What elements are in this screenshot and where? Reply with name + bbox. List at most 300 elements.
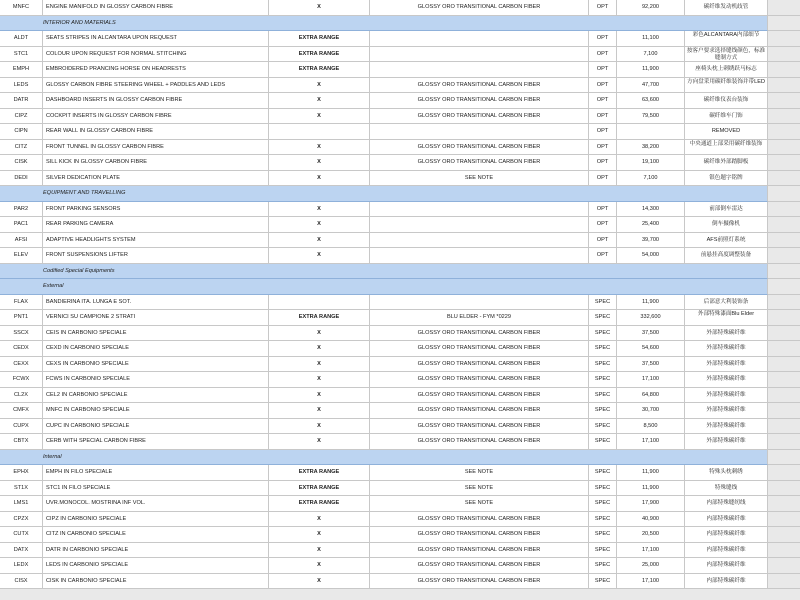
option-code-cell[interactable]: CEXX [0, 357, 43, 373]
table-row [0, 527, 800, 543]
table-row [0, 481, 800, 497]
description-cell[interactable]: CEL2 IN CARBONIO SPECIALE [43, 388, 269, 404]
description-cell[interactable]: FRONT PARKING SENSORS [43, 202, 269, 218]
description-cell[interactable]: BANDIERINA ITA. LUNGA E SOT. [43, 295, 269, 311]
price-cell[interactable]: 17,900 [617, 496, 685, 512]
range-cell[interactable]: X [269, 543, 370, 559]
price-cell[interactable]: 47,700 [617, 78, 685, 94]
class-cell[interactable]: SPEC [589, 388, 617, 404]
note-cell[interactable]: 内部特殊碳纤维 [685, 543, 768, 559]
class-cell[interactable]: OPT [589, 93, 617, 109]
price-cell[interactable] [617, 124, 685, 140]
section-title[interactable]: External [0, 279, 768, 295]
table-row [0, 233, 800, 249]
empty-column-cell[interactable] [768, 465, 800, 481]
note-cell[interactable]: 后部意大利装饰条 [685, 295, 768, 311]
description-cell[interactable]: CISK IN CARBONIO SPECIALE [43, 574, 269, 590]
table-row [0, 419, 800, 435]
option-code-cell[interactable]: CIPZ [0, 109, 43, 125]
note-cell[interactable]: 碳纤维发动机歧管 [685, 0, 768, 16]
empty-column-cell[interactable] [768, 279, 800, 295]
description-cell[interactable]: VERNICI SU CAMPIONE 2 STRATI [43, 310, 269, 326]
note-cell[interactable]: 外部特殊碳纤维 [685, 434, 768, 450]
note-cell[interactable]: 彩色ALCANTARA内部细节 [685, 31, 768, 47]
price-cell[interactable]: 11,900 [617, 481, 685, 497]
finish-cell[interactable]: GLOSSY ORO TRANSITIONAL CARBON FIBER [370, 574, 589, 590]
price-cell[interactable]: 30,700 [617, 403, 685, 419]
empty-column-cell[interactable] [768, 326, 800, 342]
class-cell[interactable]: SPEC [589, 543, 617, 559]
range-cell[interactable]: X [269, 0, 370, 16]
table-row [0, 248, 800, 264]
class-cell[interactable]: SPEC [589, 419, 617, 435]
finish-cell[interactable]: GLOSSY ORO TRANSITIONAL CARBON FIBER [370, 0, 589, 16]
option-code-cell[interactable]: EPHX [0, 465, 43, 481]
price-cell[interactable]: 25,400 [617, 217, 685, 233]
price-cell[interactable]: 11,900 [617, 62, 685, 78]
note-cell[interactable]: 外部特殊碳纤维 [685, 403, 768, 419]
class-cell[interactable]: SPEC [589, 310, 617, 326]
price-cell[interactable]: 19,100 [617, 155, 685, 171]
range-cell[interactable]: X [269, 155, 370, 171]
option-code-cell[interactable]: PAC1 [0, 217, 43, 233]
table-row [0, 93, 800, 109]
note-cell[interactable]: 外部特殊碳纤维 [685, 326, 768, 342]
finish-cell[interactable]: GLOSSY ORO TRANSITIONAL CARBON FIBER [370, 543, 589, 559]
empty-column-cell[interactable] [768, 295, 800, 311]
option-code-cell[interactable]: FLAX [0, 295, 43, 311]
option-code-cell[interactable]: CUTX [0, 527, 43, 543]
section-header-row [0, 279, 800, 295]
price-cell[interactable]: 25,000 [617, 558, 685, 574]
class-cell[interactable]: SPEC [589, 558, 617, 574]
finish-cell[interactable]: GLOSSY ORO TRANSITIONAL CARBON FIBER [370, 512, 589, 528]
finish-cell[interactable]: GLOSSY ORO TRANSITIONAL CARBON FIBER [370, 78, 589, 94]
option-code-cell[interactable]: DEDI [0, 171, 43, 187]
class-cell[interactable]: SPEC [589, 341, 617, 357]
range-cell[interactable]: X [269, 248, 370, 264]
description-cell[interactable]: DASHBOARD INSERTS IN GLOSSY CARBON FIBRE [43, 93, 269, 109]
description-cell[interactable]: SILL KICK IN GLOSSY CARBON FIBRE [43, 155, 269, 171]
empty-column-cell[interactable] [768, 0, 800, 16]
option-code-cell[interactable]: DATX [0, 543, 43, 559]
class-cell[interactable]: SPEC [589, 357, 617, 373]
range-cell[interactable]: X [269, 140, 370, 156]
empty-column-cell[interactable] [768, 62, 800, 78]
class-cell[interactable]: SPEC [589, 465, 617, 481]
note-cell[interactable]: 前悬挂高度调整装备 [685, 248, 768, 264]
option-code-cell[interactable]: ALDT [0, 31, 43, 47]
finish-cell[interactable]: GLOSSY ORO TRANSITIONAL CARBON FIBER [370, 527, 589, 543]
class-cell[interactable]: SPEC [589, 574, 617, 590]
option-code-cell[interactable]: ELEV [0, 248, 43, 264]
table-row [0, 341, 800, 357]
empty-column-cell[interactable] [768, 310, 800, 326]
finish-cell[interactable]: GLOSSY ORO TRANSITIONAL CARBON FIBER [370, 155, 589, 171]
section-title[interactable]: Codified Special Equipments [0, 264, 768, 280]
finish-cell[interactable] [370, 295, 589, 311]
description-cell[interactable]: ENGINE MANIFOLD IN GLOSSY CARBON FIBRE [43, 0, 269, 16]
range-cell[interactable]: X [269, 527, 370, 543]
option-code-cell[interactable]: FCWX [0, 372, 43, 388]
price-cell[interactable]: 17,100 [617, 372, 685, 388]
option-code-cell[interactable]: CBTX [0, 434, 43, 450]
table-row [0, 388, 800, 404]
class-cell[interactable]: OPT [589, 140, 617, 156]
range-cell[interactable]: X [269, 202, 370, 218]
option-code-cell[interactable]: AFSI [0, 233, 43, 249]
description-cell[interactable]: EMPH IN FILO SPECIALE [43, 465, 269, 481]
price-cell[interactable]: 7,100 [617, 171, 685, 187]
table-row [0, 357, 800, 373]
option-code-cell[interactable]: CISX [0, 574, 43, 590]
price-cell[interactable]: 63,600 [617, 93, 685, 109]
table-row [0, 574, 800, 590]
price-cell[interactable]: 20,500 [617, 527, 685, 543]
class-cell[interactable]: OPT [589, 233, 617, 249]
empty-column-cell[interactable] [768, 512, 800, 528]
class-cell[interactable]: SPEC [589, 481, 617, 497]
note-cell[interactable]: 内部特殊碳纤维 [685, 558, 768, 574]
option-code-cell[interactable]: DATR [0, 93, 43, 109]
finish-cell[interactable] [370, 124, 589, 140]
price-cell[interactable]: 79,500 [617, 109, 685, 125]
range-cell[interactable]: X [269, 357, 370, 373]
table-row [0, 310, 800, 326]
class-cell[interactable]: OPT [589, 47, 617, 63]
note-cell[interactable]: 倒车摄像机 [685, 217, 768, 233]
price-cell[interactable]: 38,200 [617, 140, 685, 156]
note-cell[interactable]: 内部特殊碳纤维 [685, 512, 768, 528]
note-cell[interactable]: 前部倒车雷达 [685, 202, 768, 218]
note-cell[interactable]: 外部特殊碳纤维 [685, 388, 768, 404]
finish-cell[interactable]: GLOSSY ORO TRANSITIONAL CARBON FIBER [370, 326, 589, 342]
note-cell[interactable]: 碳纤维仪表台装饰 [685, 93, 768, 109]
note-cell[interactable]: 外部特殊碳纤维 [685, 341, 768, 357]
class-cell[interactable]: SPEC [589, 295, 617, 311]
finish-cell[interactable]: GLOSSY ORO TRANSITIONAL CARBON FIBER [370, 357, 589, 373]
option-code-cell[interactable]: CL2X [0, 388, 43, 404]
description-cell[interactable]: SILVER DEDICATION PLATE [43, 171, 269, 187]
finish-cell[interactable] [370, 31, 589, 47]
range-cell[interactable]: EXTRA RANGE [269, 47, 370, 63]
finish-cell[interactable]: GLOSSY ORO TRANSITIONAL CARBON FIBER [370, 388, 589, 404]
description-cell[interactable]: DATR IN CARBONIO SPECIALE [43, 543, 269, 559]
option-code-cell[interactable]: CISK [0, 155, 43, 171]
option-code-cell[interactable]: LMS1 [0, 496, 43, 512]
class-cell[interactable]: OPT [589, 109, 617, 125]
range-cell[interactable]: X [269, 341, 370, 357]
note-cell[interactable]: REMOVED [685, 124, 768, 140]
option-code-cell[interactable]: CIPN [0, 124, 43, 140]
range-cell[interactable]: EXTRA RANGE [269, 62, 370, 78]
table-row [0, 543, 800, 559]
empty-column-cell[interactable] [768, 357, 800, 373]
table-row [0, 326, 800, 342]
table-row [0, 109, 800, 125]
option-code-cell[interactable]: CMFX [0, 403, 43, 419]
finish-cell[interactable]: GLOSSY ORO TRANSITIONAL CARBON FIBER [370, 341, 589, 357]
option-code-cell[interactable]: CITZ [0, 140, 43, 156]
description-cell[interactable]: CEIS IN CARBONIO SPECIALE [43, 326, 269, 342]
description-cell[interactable]: FRONT SUSPENSIONS LIFTER [43, 248, 269, 264]
description-cell[interactable]: CEXD IN CARBONIO SPECIALE [43, 341, 269, 357]
note-cell[interactable]: 特殊头枕刺绣 [685, 465, 768, 481]
note-cell[interactable]: 外部特殊漆面Blu Elder [685, 310, 768, 326]
table-row [0, 372, 800, 388]
note-cell[interactable]: 按客户要求选择缝线颜色，标准缝制方式 [685, 47, 768, 63]
range-cell[interactable]: X [269, 93, 370, 109]
empty-column-cell[interactable] [768, 155, 800, 171]
finish-cell[interactable]: SEE NOTE [370, 481, 589, 497]
empty-column-cell[interactable] [768, 434, 800, 450]
note-cell[interactable]: 外部特殊碳纤维 [685, 419, 768, 435]
note-cell[interactable]: 座椅头枕上刺绣跃马标志 [685, 62, 768, 78]
empty-column-cell[interactable] [768, 109, 800, 125]
note-cell[interactable]: 内部特殊碳纤维 [685, 527, 768, 543]
empty-column-cell[interactable] [768, 171, 800, 187]
finish-cell[interactable]: GLOSSY ORO TRANSITIONAL CARBON FIBER [370, 372, 589, 388]
finish-cell[interactable]: GLOSSY ORO TRANSITIONAL CARBON FIBER [370, 109, 589, 125]
option-code-cell[interactable]: CPZX [0, 512, 43, 528]
description-cell[interactable]: GLOSSY CARBON FIBRE STEERING WHEEL + PADDLES AND LEDS [43, 78, 269, 94]
note-cell[interactable]: 碳纤维外部踏脚板 [685, 155, 768, 171]
class-cell[interactable]: SPEC [589, 372, 617, 388]
price-cell[interactable]: 14,300 [617, 202, 685, 218]
empty-column-cell[interactable] [768, 31, 800, 47]
empty-column-cell[interactable] [768, 481, 800, 497]
empty-column-cell[interactable] [768, 233, 800, 249]
description-cell[interactable]: STC1 IN FILO SPECIALE [43, 481, 269, 497]
option-code-cell[interactable]: LEDX [0, 558, 43, 574]
price-cell[interactable]: 11,900 [617, 295, 685, 311]
table-row [0, 0, 800, 16]
empty-column-cell[interactable] [768, 558, 800, 574]
price-cell[interactable]: 11,100 [617, 31, 685, 47]
empty-column-cell[interactable] [768, 124, 800, 140]
finish-cell[interactable] [370, 233, 589, 249]
class-cell[interactable]: SPEC [589, 434, 617, 450]
empty-column-cell[interactable] [768, 202, 800, 218]
range-cell[interactable]: X [269, 326, 370, 342]
range-cell[interactable]: X [269, 109, 370, 125]
price-cell[interactable]: 11,900 [617, 465, 685, 481]
finish-cell[interactable]: BLU ELDER - FYM *0229 [370, 310, 589, 326]
range-cell[interactable]: X [269, 419, 370, 435]
section-title[interactable]: EQUIPMENT AND TRAVELLING [0, 186, 768, 202]
finish-cell[interactable]: SEE NOTE [370, 171, 589, 187]
finish-cell[interactable]: SEE NOTE [370, 496, 589, 512]
option-code-cell[interactable]: MNFC [0, 0, 43, 16]
class-cell[interactable]: SPEC [589, 403, 617, 419]
option-code-cell[interactable]: CUPX [0, 419, 43, 435]
range-cell[interactable] [269, 295, 370, 311]
description-cell[interactable]: SEATS STRIPES IN ALCANTARA UPON REQUEST [43, 31, 269, 47]
finish-cell[interactable]: GLOSSY ORO TRANSITIONAL CARBON FIBER [370, 434, 589, 450]
price-cell[interactable]: 64,800 [617, 388, 685, 404]
range-cell[interactable]: EXTRA RANGE [269, 31, 370, 47]
class-cell[interactable]: OPT [589, 0, 617, 16]
price-cell[interactable]: 40,900 [617, 512, 685, 528]
option-code-cell[interactable]: PNT1 [0, 310, 43, 326]
description-cell[interactable]: LEDS IN CARBONIO SPECIALE [43, 558, 269, 574]
price-cell[interactable]: 54,000 [617, 248, 685, 264]
range-cell[interactable]: EXTRA RANGE [269, 481, 370, 497]
empty-column-cell[interactable] [768, 403, 800, 419]
price-cell[interactable]: 54,600 [617, 341, 685, 357]
note-cell[interactable]: 内部特殊缝纫线 [685, 496, 768, 512]
finish-cell[interactable]: GLOSSY ORO TRANSITIONAL CARBON FIBER [370, 403, 589, 419]
option-code-cell[interactable]: EMPH [0, 62, 43, 78]
table-row [0, 295, 800, 311]
table-row [0, 47, 800, 63]
section-header-row [0, 186, 800, 202]
price-cell[interactable]: 7,100 [617, 47, 685, 63]
table-row [0, 217, 800, 233]
range-cell[interactable]: EXTRA RANGE [269, 496, 370, 512]
empty-column-cell[interactable] [768, 574, 800, 590]
empty-column-cell[interactable] [768, 140, 800, 156]
description-cell[interactable]: EMBROIDERED PRANCING HORSE ON HEADRESTS [43, 62, 269, 78]
range-cell[interactable]: X [269, 403, 370, 419]
empty-column-cell[interactable] [768, 419, 800, 435]
option-code-cell[interactable]: STC1 [0, 47, 43, 63]
class-cell[interactable]: OPT [589, 171, 617, 187]
empty-column-cell[interactable] [768, 16, 800, 32]
note-cell[interactable]: 外部特殊碳纤维 [685, 372, 768, 388]
table-row [0, 124, 800, 140]
section-header-row [0, 16, 800, 32]
empty-column-cell[interactable] [768, 543, 800, 559]
empty-column-cell[interactable] [768, 93, 800, 109]
range-cell[interactable]: X [269, 171, 370, 187]
class-cell[interactable]: OPT [589, 248, 617, 264]
range-cell[interactable]: X [269, 217, 370, 233]
note-cell[interactable]: 内部特殊碳纤维 [685, 574, 768, 590]
price-cell[interactable]: 17,100 [617, 574, 685, 590]
range-cell[interactable]: X [269, 78, 370, 94]
class-cell[interactable]: SPEC [589, 326, 617, 342]
finish-cell[interactable] [370, 248, 589, 264]
section-title[interactable]: INTERIOR AND MATERIALS [0, 16, 768, 32]
description-cell[interactable]: REAR PARKING CAMERA [43, 217, 269, 233]
option-code-cell[interactable]: LEDS [0, 78, 43, 94]
range-cell[interactable]: X [269, 233, 370, 249]
description-cell[interactable]: FCWS IN CARBONIO SPECIALE [43, 372, 269, 388]
empty-column-cell[interactable] [768, 450, 800, 466]
range-cell[interactable]: X [269, 434, 370, 450]
empty-column-cell[interactable] [768, 527, 800, 543]
price-cell[interactable]: 92,200 [617, 0, 685, 16]
finish-cell[interactable] [370, 202, 589, 218]
range-cell[interactable]: X [269, 558, 370, 574]
range-cell[interactable]: X [269, 574, 370, 590]
empty-column-cell[interactable] [768, 341, 800, 357]
price-cell[interactable]: 39,700 [617, 233, 685, 249]
note-cell[interactable]: AFS前照灯系统 [685, 233, 768, 249]
option-code-cell[interactable]: SSCX [0, 326, 43, 342]
note-cell[interactable]: 外部特殊碳纤维 [685, 357, 768, 373]
description-cell[interactable]: CIPZ IN CARBONIO SPECIALE [43, 512, 269, 528]
table-row [0, 171, 800, 187]
note-cell[interactable]: 银色题字铭牌 [685, 171, 768, 187]
description-cell[interactable]: REAR WALL IN GLOSSY CARBON FIBRE [43, 124, 269, 140]
price-cell[interactable]: 17,100 [617, 543, 685, 559]
empty-column-cell[interactable] [768, 248, 800, 264]
range-cell[interactable]: EXTRA RANGE [269, 310, 370, 326]
option-code-cell[interactable]: ST1X [0, 481, 43, 497]
description-cell[interactable]: CITZ IN CARBONIO SPECIALE [43, 527, 269, 543]
finish-cell[interactable]: SEE NOTE [370, 465, 589, 481]
class-cell[interactable]: SPEC [589, 512, 617, 528]
description-cell[interactable]: ADAPTIVE HEADLIGHTS SYSTEM [43, 233, 269, 249]
class-cell[interactable]: OPT [589, 62, 617, 78]
finish-cell[interactable]: GLOSSY ORO TRANSITIONAL CARBON FIBER [370, 93, 589, 109]
range-cell[interactable]: X [269, 388, 370, 404]
empty-column-cell[interactable] [768, 388, 800, 404]
class-cell[interactable]: OPT [589, 155, 617, 171]
empty-column-cell[interactable] [768, 78, 800, 94]
empty-column-cell[interactable] [768, 217, 800, 233]
option-code-cell[interactable]: PAR2 [0, 202, 43, 218]
description-cell[interactable]: MNFC IN CARBONIO SPECIALE [43, 403, 269, 419]
finish-cell[interactable]: GLOSSY ORO TRANSITIONAL CARBON FIBER [370, 558, 589, 574]
class-cell[interactable]: OPT [589, 217, 617, 233]
empty-column-cell[interactable] [768, 186, 800, 202]
description-cell[interactable]: CUPC IN CARBONIO SPECIALE [43, 419, 269, 435]
description-cell[interactable]: FRONT TUNNEL IN GLOSSY CARBON FIBRE [43, 140, 269, 156]
empty-column-cell[interactable] [768, 47, 800, 63]
price-cell[interactable]: 332,600 [617, 310, 685, 326]
finish-cell[interactable]: GLOSSY ORO TRANSITIONAL CARBON FIBER [370, 419, 589, 435]
table-row [0, 78, 800, 94]
note-cell[interactable]: 碳纤维车门饰 [685, 109, 768, 125]
range-cell[interactable]: X [269, 372, 370, 388]
description-cell[interactable]: COLOUR UPON REQUEST FOR NORMAL STITCHING [43, 47, 269, 63]
price-cell[interactable]: 37,500 [617, 326, 685, 342]
note-cell[interactable]: 中央通道上部采用碳纤维装饰 [685, 140, 768, 156]
price-cell[interactable]: 8,500 [617, 419, 685, 435]
range-cell[interactable]: EXTRA RANGE [269, 465, 370, 481]
class-cell[interactable]: OPT [589, 31, 617, 47]
price-cell[interactable]: 37,500 [617, 357, 685, 373]
section-title[interactable]: Internal [0, 450, 768, 466]
description-cell[interactable]: CEXS IN CARBONIO SPECIALE [43, 357, 269, 373]
note-cell[interactable]: 方向盘采用碳纤维装饰并带LED [685, 78, 768, 94]
description-cell[interactable]: COCKPIT INSERTS IN GLOSSY CARBON FIBRE [43, 109, 269, 125]
empty-column-cell[interactable] [768, 264, 800, 280]
range-cell[interactable] [269, 124, 370, 140]
empty-column-cell[interactable] [768, 496, 800, 512]
finish-cell[interactable] [370, 47, 589, 63]
price-cell[interactable]: 17,100 [617, 434, 685, 450]
finish-cell[interactable] [370, 62, 589, 78]
class-cell[interactable]: SPEC [589, 527, 617, 543]
description-cell[interactable]: UVR.MONOCOL. MOSTRINA INF VOL. [43, 496, 269, 512]
class-cell[interactable]: OPT [589, 124, 617, 140]
note-cell[interactable]: 特殊缝线 [685, 481, 768, 497]
empty-column-cell[interactable] [768, 372, 800, 388]
class-cell[interactable]: OPT [589, 78, 617, 94]
range-cell[interactable]: X [269, 512, 370, 528]
class-cell[interactable]: OPT [589, 202, 617, 218]
class-cell[interactable]: SPEC [589, 496, 617, 512]
table-row [0, 62, 800, 78]
finish-cell[interactable] [370, 217, 589, 233]
description-cell[interactable]: CERB WITH SPECIAL CARBON FIBRE [43, 434, 269, 450]
option-code-cell[interactable]: CEDX [0, 341, 43, 357]
finish-cell[interactable]: GLOSSY ORO TRANSITIONAL CARBON FIBER [370, 140, 589, 156]
